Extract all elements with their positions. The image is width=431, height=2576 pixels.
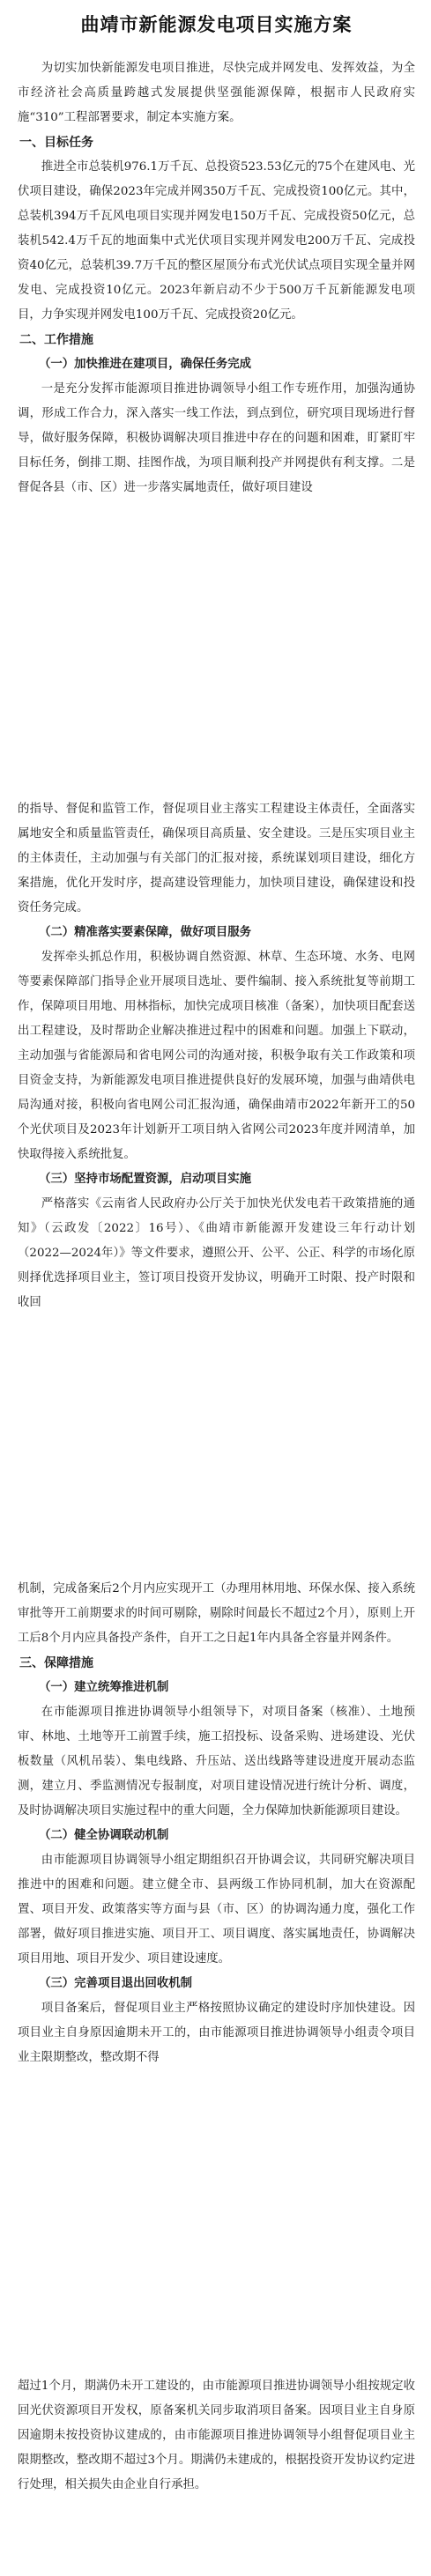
section-3a-heading: （一）建立统筹推进机制 [39,1681,169,1694]
section-3c-text-cont: 超过1个月，期满仍未开工建设的，由市能源项目推进协调领导小组按规定收回光伏资源项目开发权，原备案机关同步取消项目备案。因项目业主自身原因逾期未按投资协议建成的，由市能源项目推进协调领导小组督促项目业主限期整改，整改期不超过3个月。期满仍未建成的，根据投资开发协议约定进行处理，相关损失由企业自行承担。 [18,2380,415,2491]
section-2b-text: 发挥牵头抓总作用，积极协调自然资源、林草、生态环境、水务、电网等要素保障部门指导企业开展项目选址、要件编制、接入系统批复等前期工作，保障项目用地、用林指标，加快完成项目核准（备案），加快项目配套送出工程建设，及时帮助企业解决推进过程中的困难和问题。加强上下联动，主动加强与省能源局和省电网公司的沟通对接，积极争取有关工作政策和项目资金支持，为新能源发电项目推进提供良好的发展环境，加强与曲靖供电局沟通对接，积极向省电网公司汇报沟通，确保曲靖市2022年新开工的50个光伏项目及2023年计划新开工项目纳入省网公司2023年度并网清单，加快取得接入系统批复。 [18,951,415,1161]
section-3b-text: 由市能源项目协调领导小组定期组织召开协调会议，共同研究解决项目推进中的困难和问题。建立健全市、县两级工作协同机制，加大在资源配置、项目开发、政策落实等方面与县（市、区）的协调沟通力度，强化工作部署，做好项目推进实施、项目开工、项目调度、落实属地责任，协调解决项目用地、项目开发少、项目建设速度。 [18,1854,415,1965]
section-2c-text-cont: 机制，完成备案后2个月内应实现开工（办理用林用地、环保水保、接入系统审批等开工前期要求的时间可剔除，剔除时间最长不超过2个月），原则上开工后8个月内应具备投产条件，自开工之日起1年内具备全容量并网条件。 [18,1582,415,1645]
section-3b-heading: （二）健全协调联动机制 [39,1829,169,1842]
page-part-2 [0,797,431,1315]
page-part-3 [0,1577,431,2070]
section-2b-heading: （二）精准落实要素保障，做好项目服务 [39,926,252,939]
section-2a-text-cont: 的指导、督促和监管工作，督促项目业主落实工程建设主体责任，全面落实属地安全和质量监管责任，确保项目高质量、安全建设。三是压实项目业主的主体责任，主动加强与有关部门的汇报对接，系统谋划项目建设，细化方案措施，优化开发时序，提高建设管理能力，加快项目建设，确保建设和投资任务完成。 [18,803,415,914]
section-2c-heading: （三）坚持市场配置资源，启动项目实施 [39,1173,252,1186]
section-1-text: 推进全市总装机976.1万千瓦、总投资523.53亿元的75个在建风电、光伏项目建设，确保2023年完成并网350万千瓦、完成投资100亿元。其中，总装机394万千瓦风电项目实现并网发电150万千瓦、完成投资50亿元，总装机542.4万千瓦的地面集中式光伏项目实现并网发电200万千瓦、完成投资40亿元，总装机39.7万千瓦的整区屋顶分布式光伏试点项目实现全量并网发电、完成投资10亿元。2023年新启动不少于500万千瓦新能源发电项目，力争实现并网发电100万千瓦、完成投资20亿元。 [18,160,415,322]
section-2c-text: 严格落实《云南省人民政府办公厅关于加快光伏发电若干政策措施的通知》（云政发〔2022〕16号）、《曲靖市新能源开发建设三年行动计划（2022—2024年）》等文件要求，遵照公开、公平、公正、科学的市场化原则择优选择项目业主，签订项目投资开发协议，明确开工时限、投产时限和收回 [18,1197,415,1309]
section-3a-text: 在市能源项目推进协调领导小组领导下，对项目备案（核准）、土地预审、林地、土地等开工前置手续，施工招投标、设备采购、进场建设、光伏板数量（风机吊装）、集电线路、升压站、送出线路等建设进度开展动态监测，建立月、季监测情况专报制度，对项目建设情况进行统计分析、调度，及时协调解决项目实施过程中的重大问题，全力保障加快新能源项目建设。 [18,1706,415,1817]
section-2a-heading: （一）加快推进在建项目，确保任务完成 [39,358,252,371]
page-part-1 [0,11,431,500]
section-3c-heading: （三）完善项目退出回收机制 [39,1977,193,1990]
section-3c-text: 项目备案后，督促项目业主严格按照协议确定的建设时序加快建设。因项目业主自身原因逾期未开工的，由市能源项目推进协调领导小组责令项目业主限期整改，整改期不得 [18,2002,415,2064]
intro-paragraph: 为切实加快新能源发电项目推进，尽快完成并网发电、发挥效益，为全市经济社会高质量跨越式发展提供坚强能源保障，根据市人民政府实施“310”工程部署要求，制定本实施方案。 [18,62,415,124]
section-1-heading: 一、目标任务 [19,136,93,150]
section-2a-text: 一是充分发挥市能源项目推进协调领导小组工作专班作用，加强沟通协调，形成工作合力，深入落实一线工作法，到点到位，研究项目现场进行督导，做好服务保障，积极协调解决项目推进中存在的问题和困难，盯紧盯牢目标任务，倒排工期、挂图作战，为项目顺利投产并网提供有利支撑。二是督促各县（市、区）进一步落实属地责任，做好项目建设 [18,382,415,494]
section-2-heading: 二、工作措施 [19,333,93,347]
page-part-4 [0,2374,431,2498]
document-title: 曲靖市新能源发电项目实施方案 [80,14,353,35]
section-3-heading: 三、保障措施 [19,1656,93,1670]
